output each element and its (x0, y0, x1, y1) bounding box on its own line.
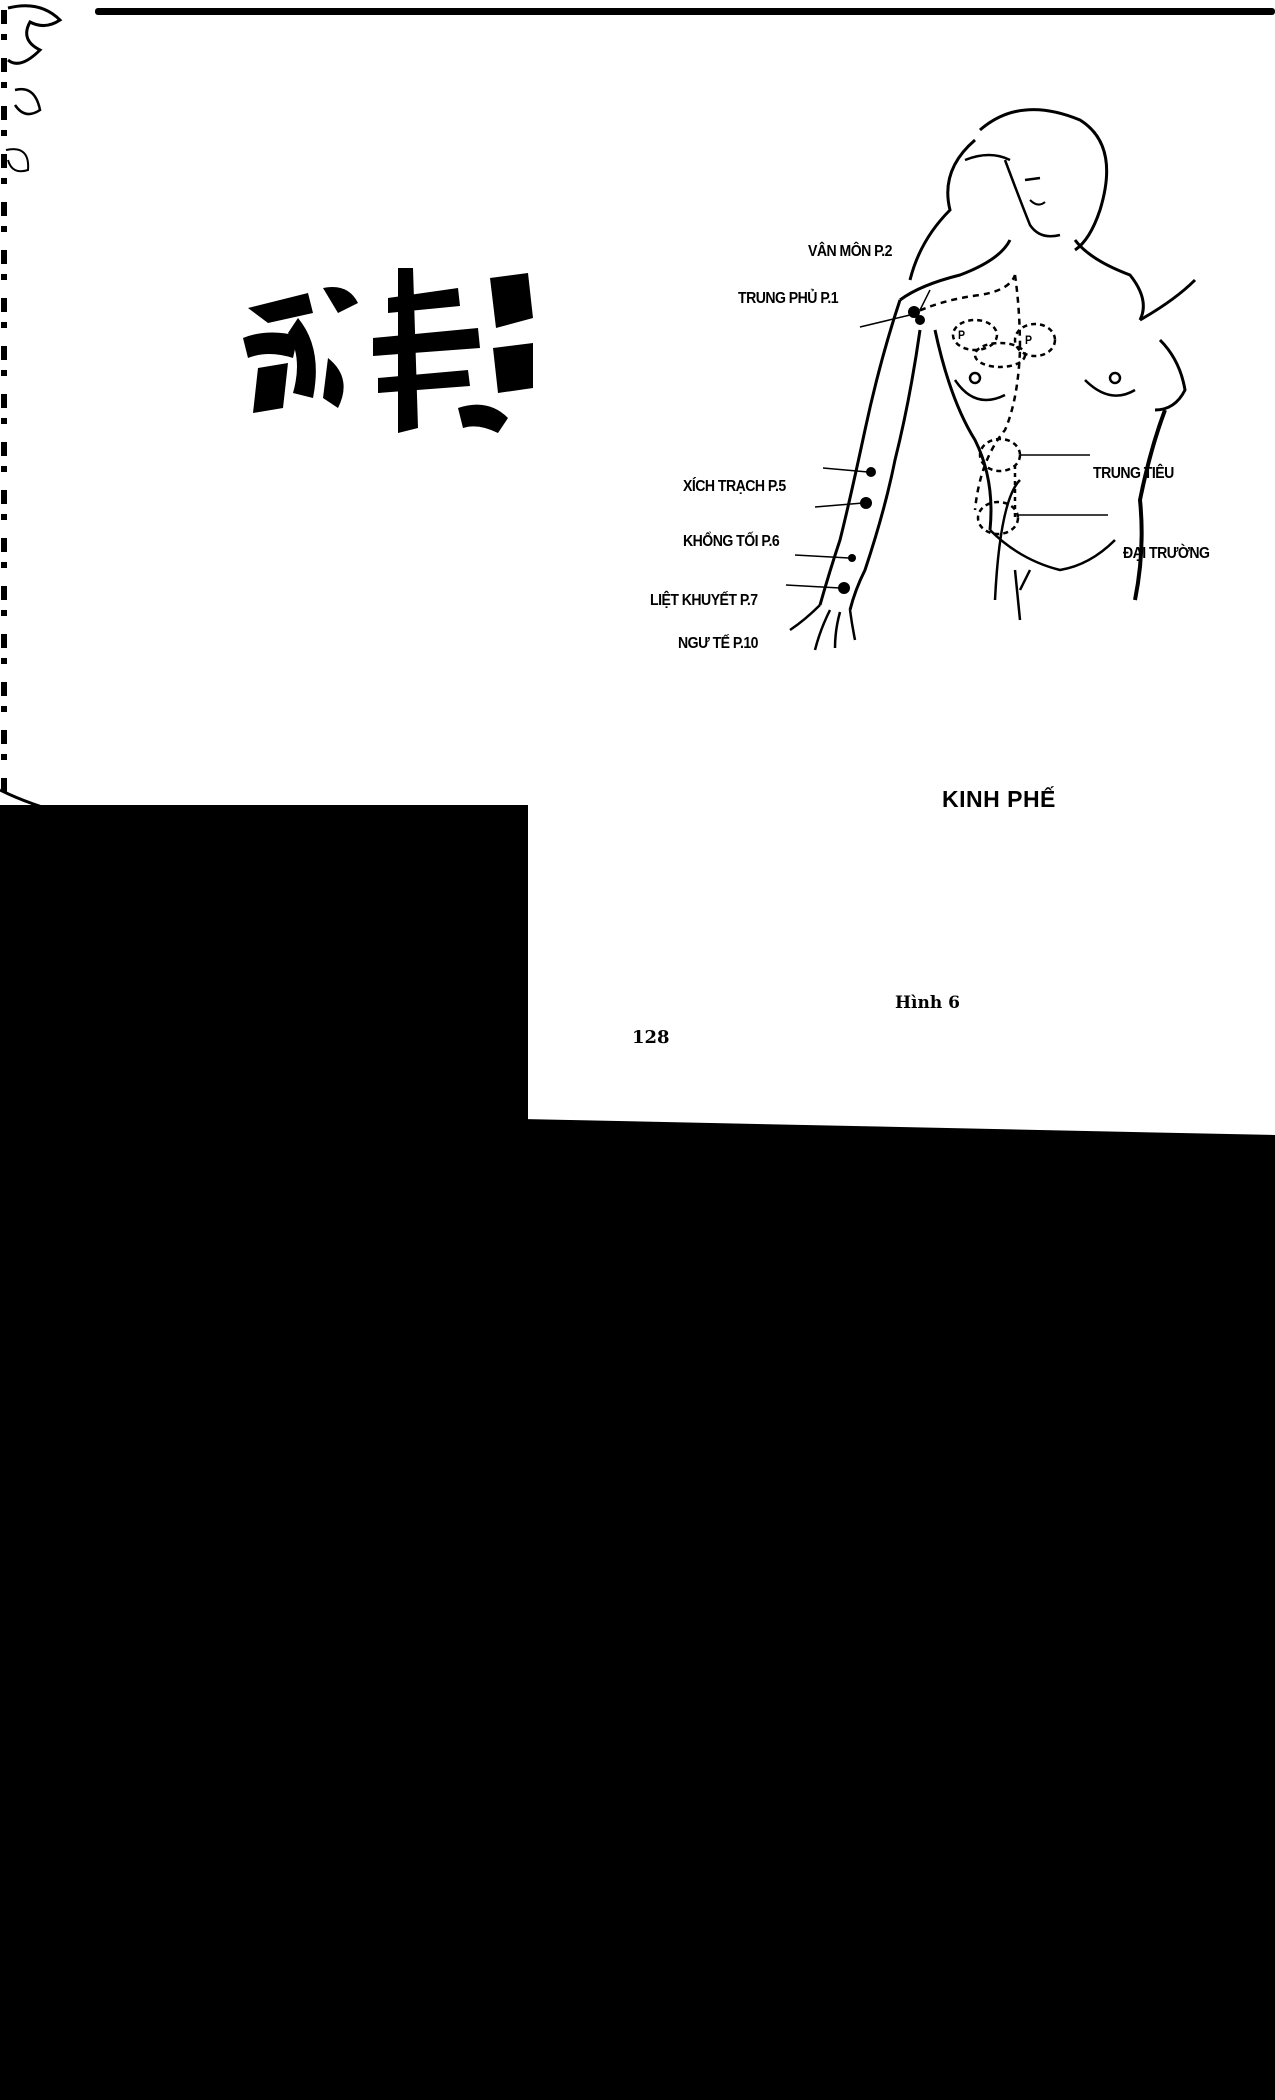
figure-caption: Hình 6 (895, 993, 960, 1013)
page-number: 128 (632, 1027, 670, 1048)
label-dai-truong: ĐẠI TRƯỜNG (1123, 545, 1210, 562)
calligraphy-characters (228, 258, 540, 438)
label-liet-khuyet: LIỆT KHUYẾT P.7 (650, 592, 758, 609)
label-van-mon: VÂN MÔN P.2 (808, 243, 892, 260)
label-khong-toi: KHỔNG TỐI P.6 (683, 533, 780, 550)
label-organ-p-left: P (958, 328, 965, 342)
label-organ-p-right: P (1025, 333, 1032, 347)
corner-ornament (0, 0, 95, 820)
label-trung-phu: TRUNG PHỦ P.1 (738, 290, 839, 307)
top-border-rule (95, 8, 1275, 15)
figure-title: KINH PHẾ (942, 786, 1056, 812)
label-trung-tieu: TRUNG TIÊU (1093, 465, 1174, 482)
label-ngu-te: NGƯ TẾ P.10 (678, 635, 758, 652)
label-xich-trach: XÍCH TRẠCH P.5 (683, 478, 786, 495)
